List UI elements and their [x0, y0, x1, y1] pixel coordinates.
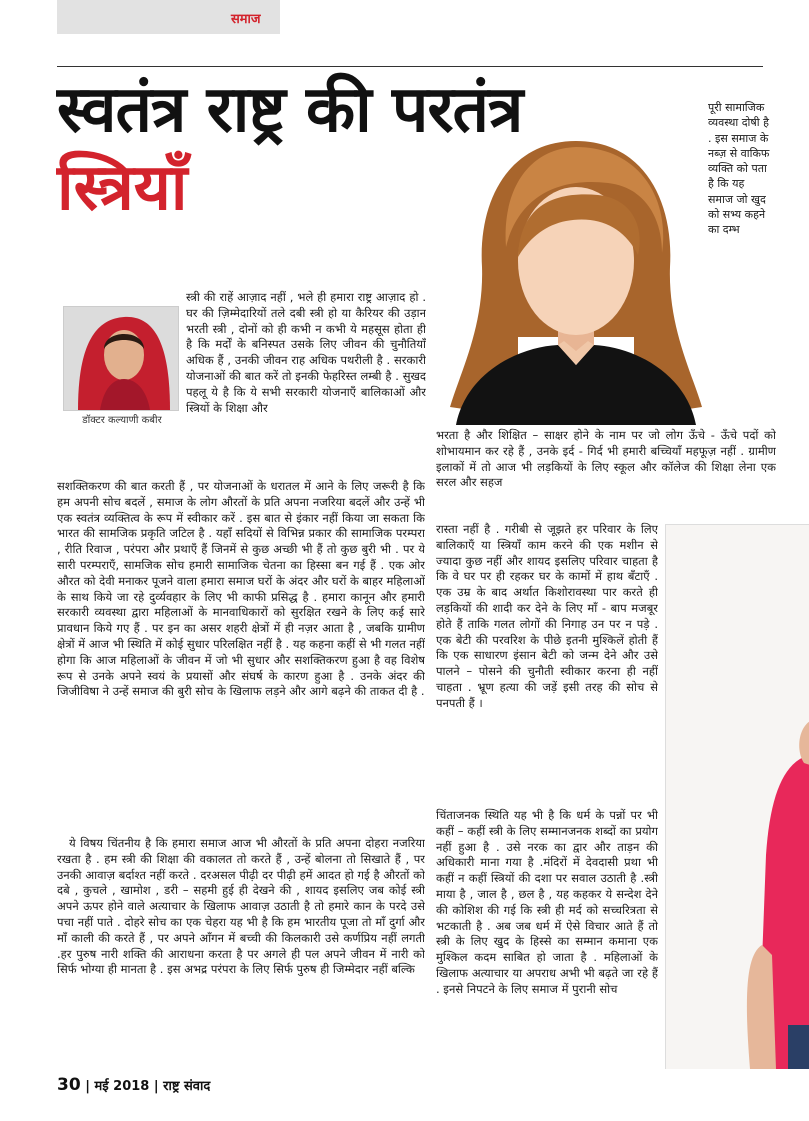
section-tag-label: समाज: [231, 12, 261, 27]
section-tag: [57, 0, 280, 34]
photo-caption: डॉक्टर कल्याणी कबीर: [82, 415, 162, 426]
page-number: 30: [57, 1075, 81, 1095]
footer-date: मई 2018: [94, 1079, 150, 1094]
author-photo: [63, 306, 179, 411]
header-rule: [57, 66, 763, 67]
headline-line-1: स्वतंत्र राष्ट्र की परतंत्र: [57, 73, 523, 147]
column1-main-paragraph: सशक्तिकरण की बात करती हैं , पर योजनाओं के धरातल में आने के लिए जरूरी है कि हम अपनी सोच बदलें , समाज के लोग औरतों के प्रति अपना नजरिया बदलें और उन्हें भी एक स्वतंत्र व्यक्तित्व के रूप में स्वीकार करें . इस बात से इंकार नहीं किया जा सकता कि भारत की सामजिक प्रकृति जटिल है . यहाँ सदियों से विभिन्न प्रकार की सामाजिक परम्परा , रीति रिवाज , परंपरा और प्रथाएँ हैं जिनमें से कुछ अच्छी भी हैं तो कुछ बुरी भी . पर ये सारी परम्पराएँ, सामजिक सोच हमारी सामाजिक चेतना का हिस्सा बन गई हैं . एक ओर औरत को देवी मनाकर पूजने वाला हमारा समाज घरों के अंदर और घरों के बाहर महिलाओं के साथ किये जा रहे दुर्व्यवहार के लिए भी काफी प्रसिद्ध है . हमारा कानून और हमारी सरकारी व्यवस्था द्वारा महिलाओं के मानवाधिकारों को सुरक्षित रखने के लिए कई सारे प्रावधान किये गए हैं . पर इन का असर शहरी क्षेत्रों में ही नज़र आता है , जबकि ग्रामीण क्षेत्रों में आज भी स्थिति में कोई सुधार परिलक्षित नहीं है . यह कहना कहीं से भी गलत नहीं होगा कि आज महिलाओं के जीवन में जो भी सुधार और सशक्तिकरण हुआ है वह विशेष रूप से उनके अपने स्वयं के प्रयासों और संघर्ष के कारण हुआ है . उनके अंदर की जिजीविषा ने उन्हें समाज की बुरी सोच के खिलाफ लड़ने और आगे बढ़ने की ताकत दी है .: [57, 479, 425, 699]
column2-upper-paragraph: रास्ता नहीं है . गरीबी से जूझते हर परिवार के लिए बालिकाएँ या स्त्रियाँ काम करने की एक मशीन से ज्यादा कुछ नहीं और शायद इसलिए परिवार चाहता है कि वे घर पर ही रहकर घर के कामों में हाथ बँटाएँ . एक उम्र के बाद अर्थात किशोरावस्था पार करते ही लड़कियों की शादी कर देने के लिए माँ - बाप मजबूर होते हैं ताकि गलत लोगों की निगाह उन पर न पड़े . एक बेटी की परवरिश के पीछे इतनी मुश्किलें होती हैं कि एक साधारण इंसान बेटी को जन्म देने और उसे पालने – पोसने की चुनौती स्वीकार करना ही नहीं चाहता . भ्रूण हत्या की जड़ें इसी तरह की सोच से पनपती हैं ।: [436, 522, 658, 710]
right-narrow-column: पूरी सामाजिक व्यवस्था दोषी है . इस समाज के नब्ज़ से वाकिफ व्यक्ति को पता है कि यह समाज जो खुद को सभ्य कहने का दम्भ: [708, 101, 770, 237]
footer-magazine-name: राष्ट्र संवाद: [163, 1079, 211, 1094]
column2-lower-paragraph: चिंताजनक स्थिति यह भी है कि धर्म के पन्नों पर भी कहीं – कहीं स्त्री के लिए सम्मानजनक शब्दों का प्रयोग नहीं हुआ है . उसे नरक का द्वार और ताड़न की अधिकारी माना गया है .मंदिरों में देवदासी प्रथा भी कहीं न कहीं स्त्रियों की दशा पर सवाल उठाती है .स्त्री माया है , जाल है , छल है , यह कहकर ये सन्देश देने की कोशिश की गई कि स्त्री ही मर्द को सच्चरित्रता से भटकाती है . अब जब धर्म में ऐसे विचार आते हैं तो स्त्री के लिए खुद के हिस्से का सम्मान कमाना एक मुश्किल कदम साबित हो जाता है . महिलाओं के खिलाफ अत्याचार या अपराध अभी भी बढ़ते जा रहे हैं . इनसे निपटने के लिए समाज में पुरानी सोच: [436, 808, 658, 996]
faceless-woman-illustration: [448, 137, 704, 425]
footer-separator-1: |: [85, 1079, 95, 1094]
right-full-band: भरता है और शिक्षित – साक्षर होने के नाम पर जो लोग ऊँचे - ऊँचे पदों को शोभायमान कर रहे हैं , उनके इर्द - गिर्द भी हमारी बच्चियाँ महफूज़ नहीं . ग्रामीण इलाकों में तो आज भी लड़कियों के लिए स्कूल और कॉलेज की शिक्षा लेना एक सरल और सहज: [436, 428, 776, 490]
headline-line-2: स्त्रियाँ: [57, 151, 188, 225]
column1-second-paragraph: ये विषय चिंतनीय है कि हमारा समाज आज भी औरतों के प्रति अपना दोहरा नजरिया रखता है . हम स्त्री की शिक्षा की वकालत तो करते हैं , उन्हें बोलना तो सिखाते हैं , पर उनकी आवाज़ बर्दाश्त नहीं करते . दरअसल पीढ़ी दर पीढ़ी हमें आदत हो गई है औरतों को दबे , कुचले , खामोश , डरी – सहमी हुई ही देखने की , शायद इसलिए जब कोई स्त्री अपने ऊपर होने वाले अत्याचार के खिलाफ आवाज़ उठाती है तो हमारे कान के परदे उसे पचा नहीं पाते . दोहरे सोच का एक चेहरा यह भी है कि हम भारतीय पूजा तो माँ दुर्गा और माँ काली की करते हैं , पर अपने आँगन में बच्ची की किलकारी उसे कर्णप्रिय नहीं लगती .हर पुरुष नारी शक्ति की आराधना करता है पर अगले ही पल अपने जीवन में नारी को सिर्फ भोग्या ही मानता है . इस अभद्र परंपरा के लिए सिर्फ पुरुष ही जिम्मेदार नहीं बल्कि: [57, 836, 425, 977]
woman-pink-top-photo-icon: [666, 525, 809, 1069]
page-footer: [57, 1075, 210, 1095]
intro-paragraph: स्त्री की राहें आज़ाद नहीं , भले ही हमारा राष्ट्र आज़ाद हो . घर की ज़िम्मेदारियों तले दबी स्त्री हो या कैरियर की उड़ान भरती स्त्री , दोनों को ही कभी न कभी ये महसूस होता ही है कि मर्दों के बनिस्पत उसके लिए जीवन की चुनौतियाँ अधिक हैं , उनकी जीवन राह अधिक पथरीली है . सरकारी योजनाओं की बात करें तो इनकी फेहरिस्त लम्बी है . सुखद पहलू ये है कि ये सभी सरकारी योजनाएँ बालिकाओं और स्त्रियों के शिक्षा और: [186, 290, 426, 415]
footer-separator-2: |: [153, 1079, 164, 1094]
woman-portrait-icon: [64, 307, 178, 410]
side-photo: [665, 524, 809, 1069]
